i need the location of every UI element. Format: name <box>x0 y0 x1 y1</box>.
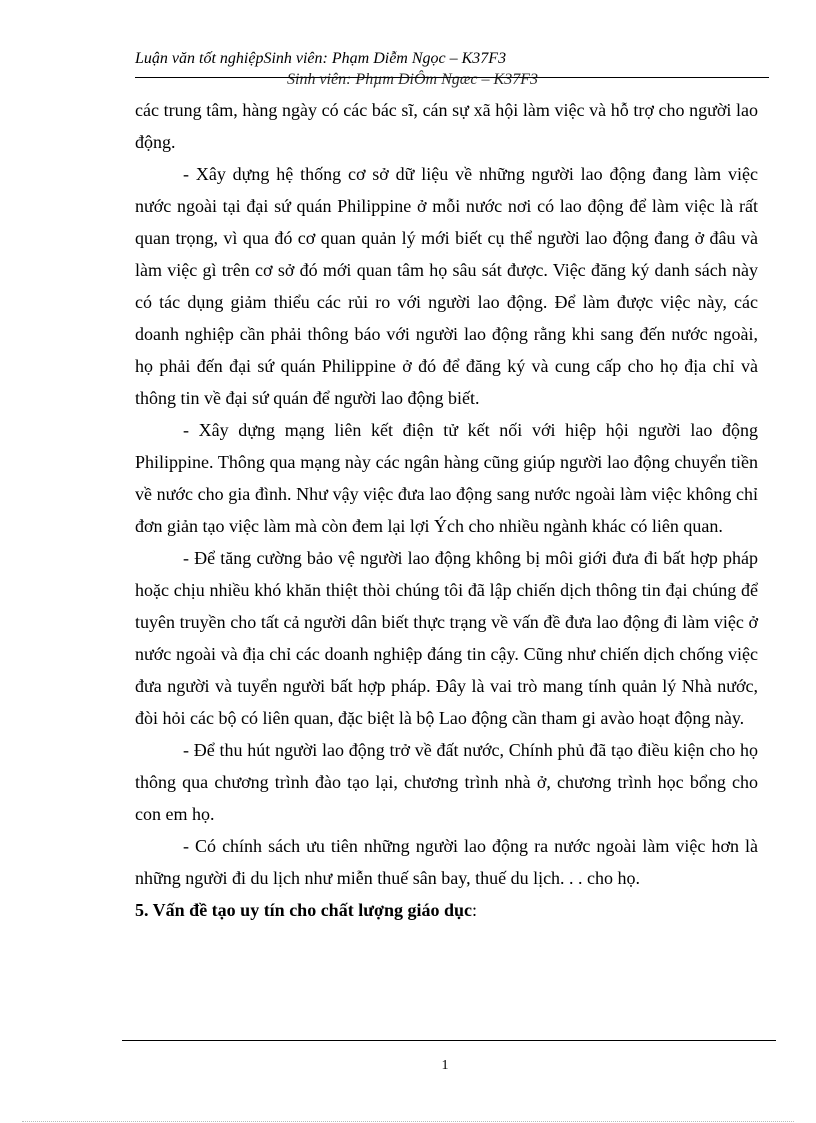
section-heading <box>135 894 758 926</box>
section-heading-colon: : <box>471 900 477 920</box>
running-header-overlap: Sinh viên: Phµm DiÔm Ngæc – K37F3 <box>287 71 538 88</box>
running-header: Luận văn tốt nghiệpSinh viên: Phạm Diễm Ngọc – K37F3 <box>135 50 507 67</box>
section-heading-text: 5. Vấn đề tạo uy tín cho chất lượng giáo dục <box>135 900 472 920</box>
paragraph-return: - Để thu hút người lao động trở về đất nước, Chính phủ đã tạo điều kiện cho họ thông qua chương trình đào tạo lại, chương trình nhà ở, chương trình học bổng cho con em họ. <box>135 740 758 824</box>
paragraph-database: - Xây dựng hệ thống cơ sở dữ liệu về những người lao động đang làm việc nước ngoài tại đại sứ quán Philippine ở mỗi nước nơi có lao động để làm việc là rất quan trọng, vì qua đó cơ quan quản lý mới biết cụ thể người lao động đang ở đâu và làm việc gì trên cơ sở đó mới quan tâm họ sâu sát được. Việc đăng ký danh sách này có tác dụng giảm thiểu các rủi ro với người lao động. Để làm được việc này, các doanh nghiệp cần phải thông báo với người lao động rằng khi sang đến nước ngoài, họ phải đến đại sứ quán Philippine ở đó để đăng ký và cung cấp cho họ địa chỉ và thông tin về đại sứ quán để người lao động biết. <box>135 164 758 408</box>
footer-divider <box>122 1040 776 1041</box>
page-number: 1 <box>441 1058 449 1073</box>
paragraph-continuation: các trung tâm, hàng ngày có các bác sĩ, cán sự xã hội làm việc và hỗ trợ cho người lao động. <box>135 100 758 152</box>
paragraph-network: - Xây dựng mạng liên kết điện tử kết nối với hiệp hội người lao động Philippine. Thông qua mạng này các ngân hàng cũng giúp người lao động chuyển tiền về nước cho gia đình. Như vậy việc đưa lao động sang nước ngoài làm việc không chỉ đơn giản tạo việc làm mà còn đem lại lợi Ých cho nhiều ngành khác có liên quan. <box>135 420 758 536</box>
document-body <box>135 94 758 926</box>
page-edge-dotted-line <box>22 1121 794 1122</box>
paragraph-protection: - Để tăng cường bảo vệ người lao động không bị môi giới đưa đi bất hợp pháp hoặc chịu nhiều khó khăn thiệt thòi chúng tôi đã lập chiến dịch thông tin đại chúng để tuyên truyền cho tất cả người dân biết thực trạng về vấn đề đưa lao động đi làm việc ở nước ngoài và địa chỉ các doanh nghiệp đáng tin cậy. Cũng như chiến dịch chống việc đưa người và tuyển người bất hợp pháp. Đây là vai trò mang tính quản lý Nhà nước, đòi hỏi các bộ có liên quan, đặc biệt là bộ Lao động cần tham gi avào hoạt động này. <box>135 548 758 728</box>
header-divider <box>135 77 769 78</box>
paragraph-priority: - Có chính sách ưu tiên những người lao động ra nước ngoài làm việc hơn là những người đi du lịch như miễn thuế sân bay, thuế du lịch. . . cho họ. <box>135 836 758 888</box>
